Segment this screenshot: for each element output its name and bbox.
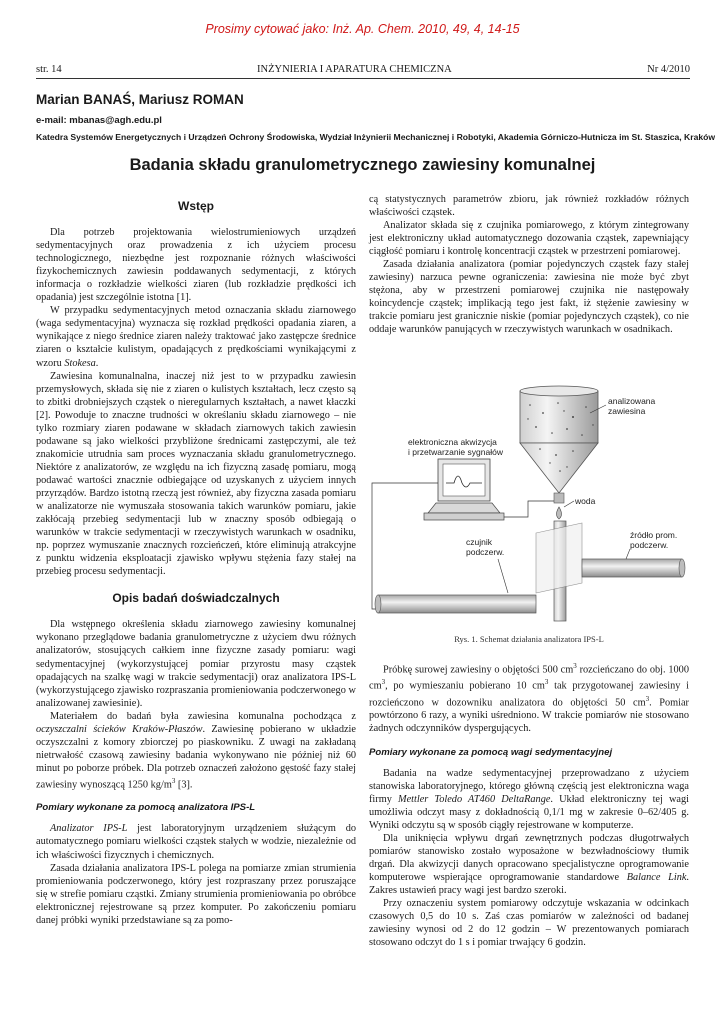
journal-name: INŻYNIERIA I APARATURA CHEMICZNA bbox=[257, 64, 452, 75]
affiliation: Katedra Systemów Energetycznych i Urządzeń Ochrony Środowiska, Wydział Inżynierii Mechanicznej i Robotyki, Akademia Górniczo-Hutnicza im St. Staszica, Kraków bbox=[36, 132, 716, 142]
authors: Marian BANAŚ, Mariusz ROMAN bbox=[36, 92, 244, 107]
section-heading-intro: Wstęp bbox=[178, 199, 214, 213]
paper-title: Badania składu granulometrycznego zawiesiny komunalnej bbox=[129, 156, 596, 174]
left-column bbox=[36, 200, 356, 927]
label-acquisition: i przetwarzanie sygnałów bbox=[408, 447, 503, 457]
infrared-sensor bbox=[375, 595, 536, 613]
subsection-heading-balance: Pomiary wykonane za pomocą wagi sedymentacyjnej bbox=[369, 746, 613, 758]
figure-ips-schematic bbox=[368, 383, 690, 631]
paragraph: Badania na wadze sedymentacyjnej przeprowadzano z użyciem stanowiska laboratoryjnego, którego główną częścią jest elektroniczna waga firmy Mettler Toledo AT460 DeltaRange. Układ elektroniczny tej wagi umożliwia odczyt masy z dokładnością 0,1/1 mg w zakresie 0–62/405 g. Wyniki odczytu są w sposób ciągły rejestrowane w komputerze. bbox=[369, 767, 689, 831]
right-column-bottom bbox=[369, 660, 689, 949]
paragraph: Zasada działania analizatora (pomiar pojedynczych cząstek fazy stałej zawiesiny) narzuca pewne ograniczenia: zawiesina nie może być zbyt stężona, aby w przestrzeni pomiarowej czujnika nie następowały koincydencje cząstek; implikacją tego jest fakt, iż stężenie zawiesiny w trakcie pomiaru jest granicznie niskie (pomiar pojedynczych cząstek), co nie oddaje warunków panujących w rzeczywistych warunkach w osadnikach. bbox=[369, 259, 689, 336]
paragraph: Materiałem do badań była zawiesina komunalna pochodząca z oczyszczalni ścieków Kraków-Płaszów. Zawiesinę pobierano w układzie oczyszczalni z komory zbiorczej po piaskowniku. Z uwagi na zakładaną nietrwałość czasową zawiesiny badania wykonywano nie później niż 60 minut po poborze próbek. Dla potrzeb oznaczeń założono gęstość fazy stałej zawiesiny wynoszącą 1250 $kg/m^3$ [3]. bbox=[36, 710, 356, 791]
section-heading-experimental: Opis badań doświadczalnych bbox=[112, 591, 280, 606]
paragraph: Analizator IPS-L jest laboratoryjnym urządzeniem służącym do automatycznego pomiaru wielkości cząstek stałych w wodzie, niezależnie od ich właściwości fizycznych i chemicznych. bbox=[36, 823, 356, 861]
paragraph: Dla potrzeb projektowania wielostrumieniowych urządzeń sedymentacyjnych oraz prowadzenia z ich użyciem procesu technologicznego, niezbędne jest rozpoznanie różnych właściwości fizykochemicznych zawiesin poddawanych sedymentacji, z których informacja o rozkładzie wielkości ziaren (lub rozkładzie prędkości ich opadania) jest szczególnie istotna [1]. bbox=[36, 227, 356, 304]
paragraph: Dla uniknięcia wpływu drgań zewnętrznych podczas długotrwałych pomiarów stanowisko zostało wyposażone w bezwładnościowy tłumik drgań. Dla akwizycji danych opracowano specjalistyczne oprogramowanie komputerowe wspierające oprogramowanie standardowe Balance Link. Zakres ustawień pracy wagi jest bardzo szeroki. bbox=[369, 832, 689, 896]
infrared-source bbox=[582, 559, 685, 577]
subsection-heading-ips: Pomiary wykonane za pomocą analizatora IPS-L bbox=[36, 802, 256, 814]
figure-caption: Rys. 1. Schemat działania analizatora IPS-L bbox=[454, 634, 604, 644]
water-droplet-icon bbox=[557, 507, 562, 519]
label-water: woda bbox=[575, 496, 596, 506]
running-header bbox=[36, 64, 690, 79]
label-source: źródło prom. bbox=[630, 530, 678, 540]
paragraph: Zasada działania analizatora IPS-L polega na pomiarze zmian strumienia promieniowania podczerwonego, który jest rozpraszany przez poruszające się w strefie pomiaru cząstki. Zmiany strumienia promieniowania po obróbce elektronicznej rejestrowane są przez komputer. Po zakończeniu pomiaru danej próbki wyniki przedstawiane są za pomo- bbox=[36, 862, 356, 926]
paragraph: W przypadku sedymentacyjnych metod oznaczania składu ziarnowego (waga sedymentacyjna) wyznacza się rozkład prędkości opadania ziaren, a wynikające z niego średnice ziaren należy traktować jako zastępcze średnice ziaren o kształcie kulistym, opadających z prędkościami wynikającymi z wzoru Stokesa. bbox=[36, 305, 356, 369]
page-number: str. 14 bbox=[36, 64, 62, 75]
label-suspension: zawiesina bbox=[608, 406, 646, 416]
issue-number: Nr 4/2010 bbox=[647, 64, 690, 75]
label-sensor: podczerw. bbox=[466, 547, 505, 557]
right-column-top bbox=[369, 193, 689, 337]
suspension-container bbox=[520, 386, 598, 503]
label-sensor: czujnik bbox=[466, 537, 492, 547]
label-suspension: analizowana bbox=[608, 396, 656, 406]
paragraph: Próbkę surowej zawiesiny o objętości 500 $cm^3$ rozcieńczano do obj. 1000 $cm^3$, po wymieszaniu pobierano 10 $cm^3$ tak przygotowanej zawiesiny i rozcieńczono w dozowniku analizatora do objętości 50 $cm^3$. Pomiar powtórzono 6 razy, a wyniki uśredniono. W trakcie pomiarów nie stosowano żadnych odczynników dyspergujących. bbox=[369, 662, 689, 735]
author-email: e-mail: mbanas@agh.edu.pl bbox=[36, 115, 162, 126]
paragraph: cą statystycznych parametrów zbioru, jak również rozkładów różnych właściwości cząstek. bbox=[369, 194, 689, 219]
label-source: podczerw. bbox=[630, 540, 669, 550]
paragraph: Przy oznaczeniu system pomiarowy odczytuje wskazania w odcinkach czasowych 0,5 do 10 s. Zaś czas pomiarów w zależności od badanej zawiesiny wynosi od 2 do 12 godzin – W prezentowanych pomiarach stosowano odczyt do 1 s i pomiar trwający 6 godzin. bbox=[369, 898, 689, 949]
computer-monitor bbox=[424, 459, 504, 520]
citation-note: Prosimy cytować jako: Inż. Ap. Chem. 2010, 49, 4, 14-15 bbox=[205, 22, 520, 36]
paragraph: Analizator składa się z czujnika pomiarowego, z którym zintegrowany jest elektroniczny układ automatycznego dozowania cząstek, zapewniający ciągłość pomiaru i kontrolę koncentracji cząstek w przestrzeni pomiarowej. bbox=[369, 220, 689, 258]
paragraph: Dla wstępnego określenia składu ziarnowego zawiesiny komunalnej wykonano przeglądowe badania granulometryczne z użyciem dwu różnych analizatorów, stosujących całkiem inne fizyczne zasady pomiaru: wagi sedymentacyjnej (wykorzystującej pomiar przyrostu masy cząstek opadających na szalkę wagi w trakcie sedymentacji) oraz analizatora IPS-L (wykorzystującego zjawisko rozpraszania promieniowania podczerwonego w analizowanej zawiesinie). bbox=[36, 619, 356, 709]
label-acquisition: elektroniczna akwizycja bbox=[408, 437, 497, 447]
paragraph: Zawiesina komunalnalna, inaczej niż jest to w przypadku zawiesin przemysłowych, składa się nie z ziaren o kulistych kształtach, lecz często są to zbitki drobniejszych cząstek o nieregularnych kształtach, a nawet kłaczki [2]. Powoduje to znaczne trudności w określaniu składu ziarnowego – nie tylko rozmiary ziaren podawane w składach ziarnowych takich zawiesin podawane są jako wielkości przybliżone średnicami zastępczymi, ale też znakomicie utrudnia sam proces wyznaczania składu granulometrycznego. Niektóre z analizatorów, ze względu na ich fizyczną zasadę pomiaru, mogą podawać wartości znacznie odbiegające od uzyskanych z użyciem innych przyrządów. Bardzo istotną rzeczą jest również, aby fizyczna zasada pomiaru w analizatorze nie wymuszała stosowania takich warunków pomiaru, jakie zakłócają przebieg sedymentacji lub w znaczny sposób odbiegają o warunków w trakcie sedymentacji w rzeczywistych warunkach w osadniku, np. poprzez wymuszanie znacznych rozcieńczeń, które eliminują atrakcyjne z punktu widzenia eksploatacji zjawisko wpływu stężenia fazy stałej na przebieg procesu sedymentacji. bbox=[36, 370, 356, 578]
